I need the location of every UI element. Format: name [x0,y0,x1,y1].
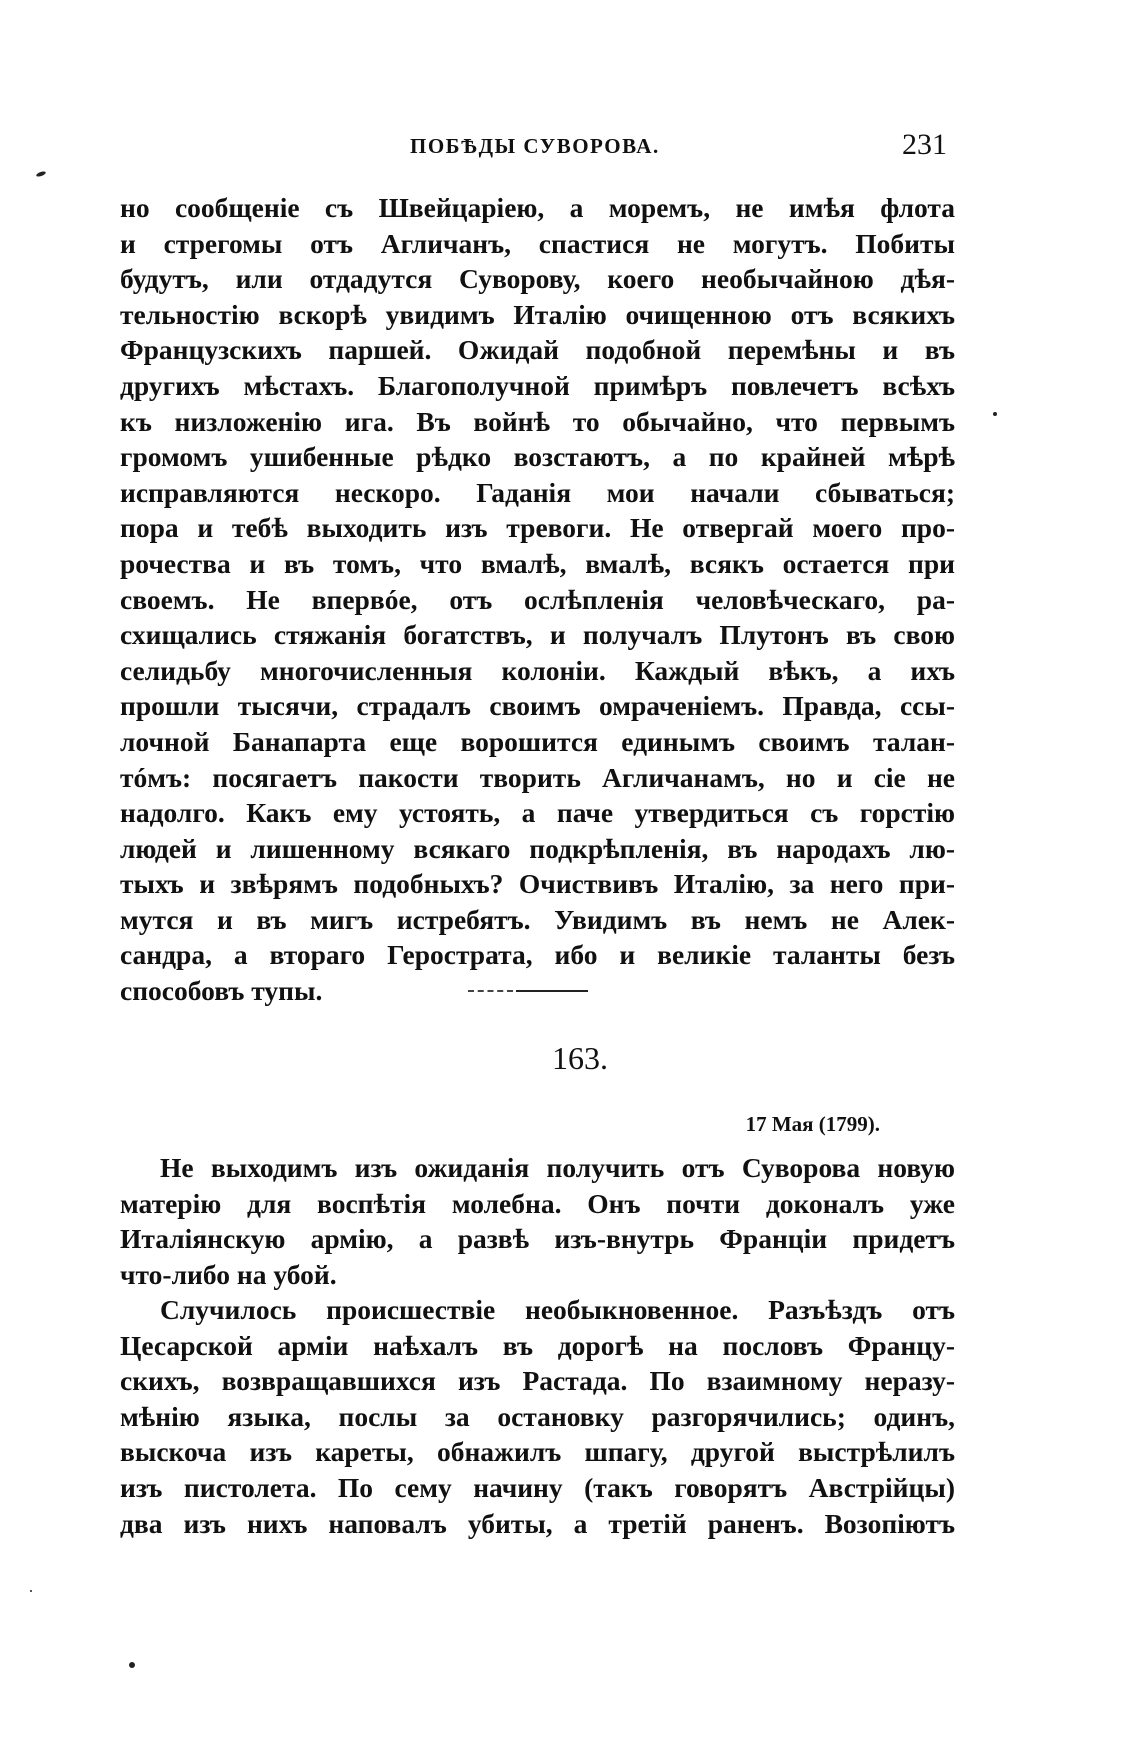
separator-dashed-rule [468,990,513,992]
text-line: Французскихъ паршей. Ожидай подобной перемѣны и въ [120,334,955,366]
print-speck [993,412,997,416]
page-header [120,128,975,168]
text-line: выскоча изъ кареты, обнажилъ шпагу, другой выстрѣлилъ [120,1436,955,1468]
text-line: способовъ тупы. [120,975,323,1007]
text-line: прошли тысячи, страдалъ своимъ омраченіемъ. Правда, ссы- [120,690,955,722]
print-speck [30,1590,32,1592]
running-title: ПОБѢДЫ СУВОРОВА. [410,134,660,158]
text-line: тóмъ: посягаетъ пакости творить Агличанамъ, но и сіе не [120,761,955,793]
text-line: рочества и въ томъ, что вмалѣ, вмалѣ, всякъ остается при [120,547,955,579]
text-line: Не выходимъ изъ ожиданія получить отъ Суворова новую [160,1152,955,1183]
text-line: но сообщеніе съ Швейцаріею, а моремъ, не имѣя флота [120,192,955,223]
text-line: другихъ мѣстахъ. Благополучной примѣръ повлечетъ всѣхъ [120,369,955,401]
text-line: лочной Банапарта еще ворошится единымъ своимъ талан- [120,725,955,757]
text-line: будутъ, или отдадутся Суворову, коего необычайною дѣя- [120,263,955,295]
text-line: къ низложенію ига. Въ войнѣ то обычайно, что первымъ [120,405,955,437]
text-line: мутся и въ мигъ истребятъ. Увидимъ въ немъ не Алек- [120,903,955,935]
text-line: пора и тебѣ выходить изъ тревоги. Не отвергай моего про- [120,512,955,544]
text-line: Цесарской арміи наѣхалъ въ дорогѣ на пословъ Францу- [120,1329,955,1361]
text-line: изъ пистолета. По сему начину (такъ говорятъ Австрійцы) [120,1471,955,1503]
section-separator [468,990,588,992]
paragraph-3 [120,1292,955,1541]
text-line: и стрегомы отъ Агличанъ, спастися не могутъ. Побиты [120,227,955,259]
text-line: скихъ, возвращавшихся изъ Растада. По взаимному неразу- [120,1365,955,1397]
text-line: громомъ ушибенные рѣдко возстаютъ, а по крайней мѣрѣ [120,441,955,473]
text-line: матерію для воспѣтія молебна. Онъ почти доконалъ уже [120,1187,955,1219]
paragraph-2 [120,1150,955,1292]
print-speck [129,1662,135,1668]
text-line: сандра, а втораго Герострата, ибо и великіе таланты безъ [120,939,955,971]
text-line: тельностію вскорѣ увидимъ Италію очищенною отъ всякихъ [120,298,955,330]
text-line: тыхъ и звѣрямъ подобныхъ? Очиствивъ Италію, за него при- [120,868,955,900]
text-line: схищались стяжанія богатствъ, и получалъ Плутонъ въ свою [120,619,955,651]
letter-date: 17 Мая (1799). [745,1112,880,1136]
letter-number: 163. [552,1040,608,1076]
paragraph-1 [120,190,955,1009]
text-line: мѣнію языка, послы за остановку разгорячились; одинъ, [120,1400,955,1432]
text-line: что-либо на убой. [120,1258,337,1290]
text-line: своемъ. Не впервóе, отъ ослѣпленія человѣческаго, ра- [120,583,955,615]
text-line: два изъ нихъ наповалъ убиты, а третій раненъ. Возопіютъ [120,1507,955,1539]
text-line: Случилось происшествіе необыкновенное. Разъѣздъ отъ [160,1294,955,1325]
print-speck [36,170,47,177]
separator-solid-rule [516,990,588,992]
text-line: селидьбу многочисленныя колоніи. Каждый вѣкъ, а ихъ [120,654,955,686]
text-line: исправляются нескоро. Гаданія мои начали сбываться; [120,476,955,508]
text-line: людей и лишенному всякаго подкрѣпленія, въ народахъ лю- [120,832,955,864]
text-line: надолго. Какъ ему устоять, а паче утвердиться съ горстію [120,797,955,829]
text-line: Италіянскую армію, а развѣ изъ-внутрь Франціи придетъ [120,1223,955,1255]
page-number: 231 [902,128,947,161]
